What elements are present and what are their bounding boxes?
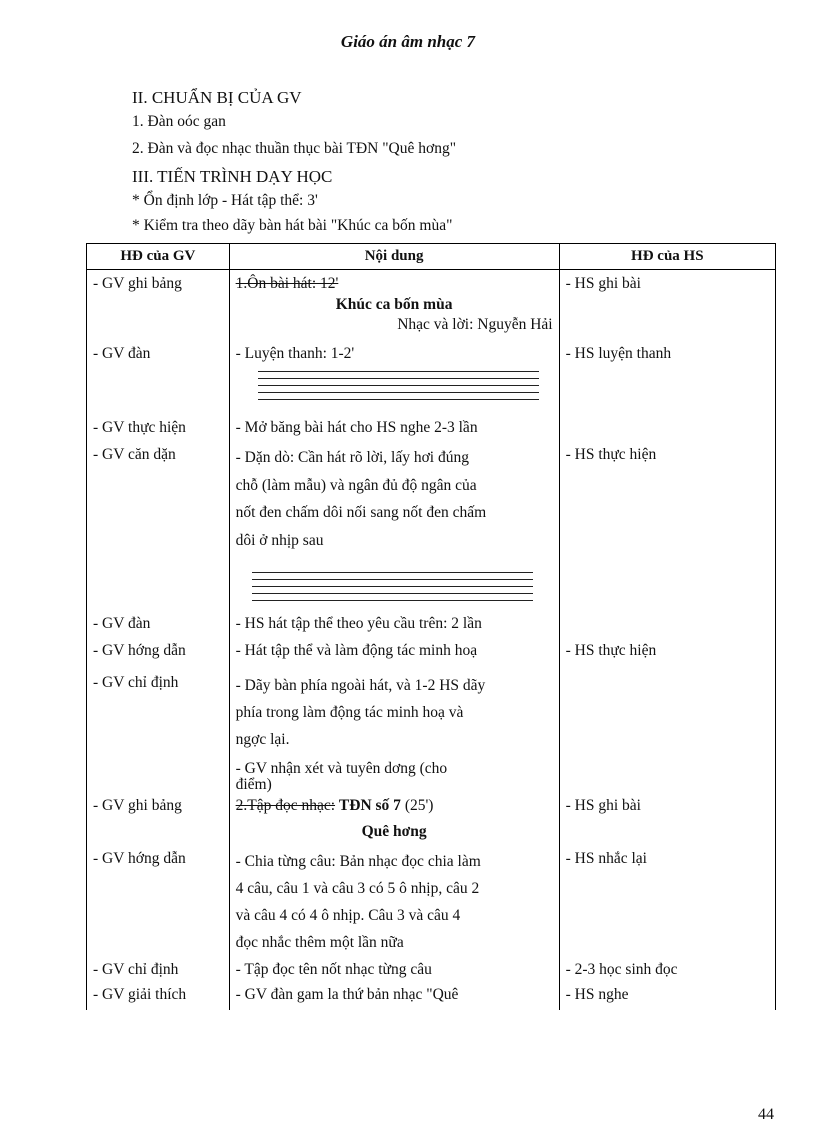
table-row	[87, 439, 776, 607]
table-row	[87, 635, 776, 662]
text-line: phía trong làm động tác minh hoạ và	[235, 704, 464, 721]
gv-cell: - GV hớng dẫn	[87, 843, 230, 956]
page-number: 44	[758, 1106, 774, 1123]
table-row	[87, 843, 776, 956]
text-line: - Dặn dò: Cần hát rõ lời, lấy hơi đúng	[235, 449, 469, 466]
hs-cell: - HS thực hiện	[559, 635, 775, 662]
lesson-number: TĐN số 7	[338, 797, 401, 814]
text-line: ngợc lại.	[235, 731, 290, 748]
content-cell: - Mở băng bài hát cho HS nghe 2-3 lần	[229, 414, 559, 439]
review-song-title: 1.Ôn bài hát: 12'	[235, 275, 339, 292]
hs-cell: - HS ghi bài	[559, 270, 775, 296]
gv-cell: - GV hớng dẫn	[87, 635, 230, 662]
col-header-gv: HĐ của GV	[87, 244, 230, 270]
table-row	[87, 956, 776, 981]
music-staff	[258, 371, 539, 400]
sight-reading-label: 2.Tập đọc nhạc:	[235, 797, 336, 814]
gv-cell: - GV căn dặn	[87, 439, 230, 607]
table-header-row	[87, 244, 776, 270]
music-staff	[252, 572, 533, 601]
content-cell	[229, 343, 559, 414]
table-row	[87, 607, 776, 635]
content-cell	[229, 439, 559, 607]
text-line: dôi ở nhịp sau	[235, 531, 324, 549]
section-heading-process: III. TIẾN TRÌNH DẠY HỌC	[132, 167, 333, 186]
prep-item-1: 1. Đàn oóc gan	[132, 113, 226, 130]
gv-cell: - GV đàn	[87, 607, 230, 635]
hs-cell: - HS ghi bài	[559, 791, 775, 817]
content-cell	[229, 791, 559, 817]
table-row	[87, 662, 776, 791]
text-line: và câu 4 có 4 ô nhịp. Câu 3 và câu 4	[235, 907, 461, 924]
col-header-content: Nội dung	[229, 244, 559, 270]
hs-cell: - HS thực hiện	[559, 439, 775, 607]
text-line: điểm)	[235, 776, 272, 793]
content-cell: - HS hát tập thể theo yêu cầu trên: 2 lần	[229, 607, 559, 635]
gv-cell: - GV giải thích	[87, 981, 230, 1010]
process-item-1: * Ổn định lớp - Hát tập thể: 3'	[132, 192, 318, 209]
song2-title: Quê hơng	[229, 817, 559, 843]
song-title: Khúc ca bốn mùa	[335, 296, 453, 313]
song-block	[229, 295, 559, 343]
table-row	[87, 791, 776, 817]
text-line: nốt đen chấm dôi nối sang nốt đen chấm	[235, 504, 487, 521]
content-cell	[229, 843, 559, 956]
gv-cell: - GV ghi bảng	[87, 270, 230, 296]
gv-cell: - GV chỉ định	[87, 956, 230, 981]
text-line: - GV nhận xét và tuyên dơng (cho	[235, 760, 448, 777]
warmup-text: - Luyện thanh: 1-2'	[235, 345, 355, 362]
lesson-table	[86, 243, 776, 1010]
content-cell	[229, 270, 559, 296]
page-header: Giáo án âm nhạc 7	[340, 32, 476, 51]
content-cell: - Hát tập thể và làm động tác minh hoạ	[229, 635, 559, 662]
text-line: đọc nhắc thêm một lần nữa	[235, 934, 404, 951]
hs-cell: - 2-3 học sinh đọc	[559, 956, 775, 981]
table-row	[87, 414, 776, 439]
content-cell: - GV đàn gam la thứ bản nhạc "Quê	[229, 981, 559, 1010]
hs-cell: - HS nhắc lại	[559, 843, 775, 956]
table-row	[87, 981, 776, 1010]
gv-cell: - GV đàn	[87, 343, 230, 414]
table-row	[87, 343, 776, 414]
gv-cell: - GV chỉ định	[87, 662, 230, 791]
text-line: - Chia từng câu: Bản nhạc đọc chia làm	[235, 853, 481, 870]
process-item-2: * Kiểm tra theo dãy bàn hát bài "Khúc ca bốn mùa"	[132, 217, 453, 234]
hs-cell: - HS luyện thanh	[559, 343, 775, 414]
song-author: Nhạc và lời: Nguyễn Hải	[397, 316, 553, 333]
hs-cell: - HS nghe	[559, 981, 775, 1010]
table-row	[87, 295, 776, 343]
text-line: chỗ (làm mẫu) và ngân đủ độ ngân của	[235, 476, 477, 494]
content-cell	[229, 662, 559, 791]
table-row	[87, 817, 776, 843]
content-cell: - Tập đọc tên nốt nhạc từng câu	[229, 956, 559, 981]
text-line: 4 câu, câu 1 và câu 3 có 5 ô nhịp, câu 2	[235, 880, 480, 897]
section-heading-prep: II. CHUẨN BỊ CỦA GV	[132, 88, 302, 107]
gv-cell: - GV thực hiện	[87, 414, 230, 439]
gv-cell: - GV ghi bảng	[87, 791, 230, 817]
col-header-hs: HĐ của HS	[559, 244, 775, 270]
duration: (25')	[404, 797, 434, 814]
prep-item-2: 2. Đàn và đọc nhạc thuần thục bài TĐN "Quê hơng"	[132, 140, 457, 157]
text-line: - Dãy bàn phía ngoài hát, và 1-2 HS dãy	[235, 677, 486, 694]
table-row	[87, 270, 776, 296]
